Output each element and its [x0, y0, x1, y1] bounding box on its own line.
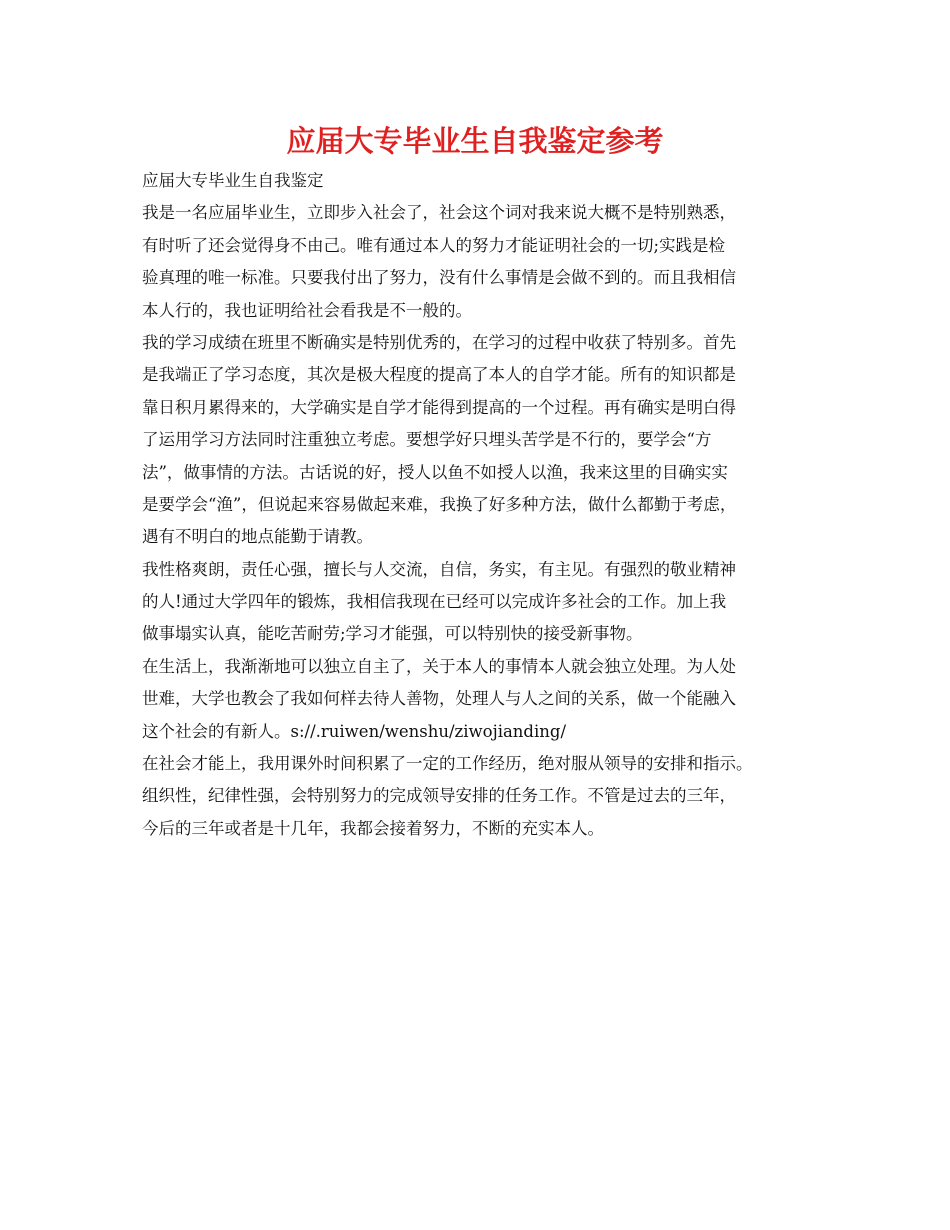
text-line: 本人行的，我也证明给社会看我是不一般的。: [142, 300, 472, 320]
text-line: 靠日积月累得来的，大学确实是自学才能得到提高的一个过程。再有确实是明白得: [142, 397, 736, 417]
text-line: 我性格爽朗，责任心强，擅长与人交流，自信，务实，有主见。有强烈的敬业精神: [142, 559, 736, 579]
text-line: 我是一名应届毕业生，立即步入社会了，社会这个词对我来说大概不是特别熟悉，: [142, 203, 736, 223]
text-line: 了运用学习方法同时注重独立考虑。要想学好只埋头苦学是不行的，要学会“方: [142, 430, 712, 450]
text-line: 组织性，纪律性强，会特别努力的完成领导安排的任务工作。不管是过去的三年，: [142, 786, 736, 806]
text-line: 我的学习成绩在班里不断确实是特别优秀的，在学习的过程中收获了特别多。首先: [142, 332, 736, 352]
page-title: 应届大专毕业生自我鉴定参考: [286, 124, 664, 158]
text-line: 是我端正了学习态度，其次是极大程度的提高了本人的自学才能。所有的知识都是: [142, 365, 736, 385]
text-line: 做事塌实认真，能吃苦耐劳;学习才能强，可以特别快的接受新事物。: [142, 624, 643, 644]
text-line: 验真理的唯一标准。只要我付出了努力，没有什么事情是会做不到的。而且我相信: [142, 268, 736, 288]
text-line: 这个社会的有新人。s://.ruiwen/wenshu/ziwojianding/: [142, 721, 567, 741]
text-line: 的人!通过大学四年的锻炼，我相信我现在已经可以完成许多社会的工作。加上我: [142, 592, 727, 612]
document-body: [142, 165, 832, 845]
text-line: 是要学会“渔”，但说起来容易做起来难，我换了好多种方法，做什么都勤于考虑，: [142, 494, 737, 514]
text-line: 有时听了还会觉得身不由己。唯有通过本人的努力才能证明社会的一切;实践是检: [142, 235, 726, 255]
text-line: 在社会才能上，我用课外时间积累了一定的工作经历，绝对服从领导的安排和指示。: [142, 754, 753, 774]
text-line: 今后的三年或者是十几年，我都会接着努力，不断的充实本人。: [142, 818, 604, 838]
text-line: 法”，做事情的方法。古话说的好，授人以鱼不如授人以渔，我来这里的目确实实: [142, 462, 728, 482]
text-line: 在生活上，我渐渐地可以独立自主了，关于本人的事情本人就会独立处理。为人处: [142, 656, 736, 676]
subtitle-line: 应届大专毕业生自我鉴定: [142, 171, 324, 190]
text-line: 遇有不明白的地点能勤于请教。: [142, 527, 373, 547]
text-line: 世难，大学也教会了我如何样去待人善物，处理人与人之间的关系，做一个能融入: [142, 689, 736, 709]
